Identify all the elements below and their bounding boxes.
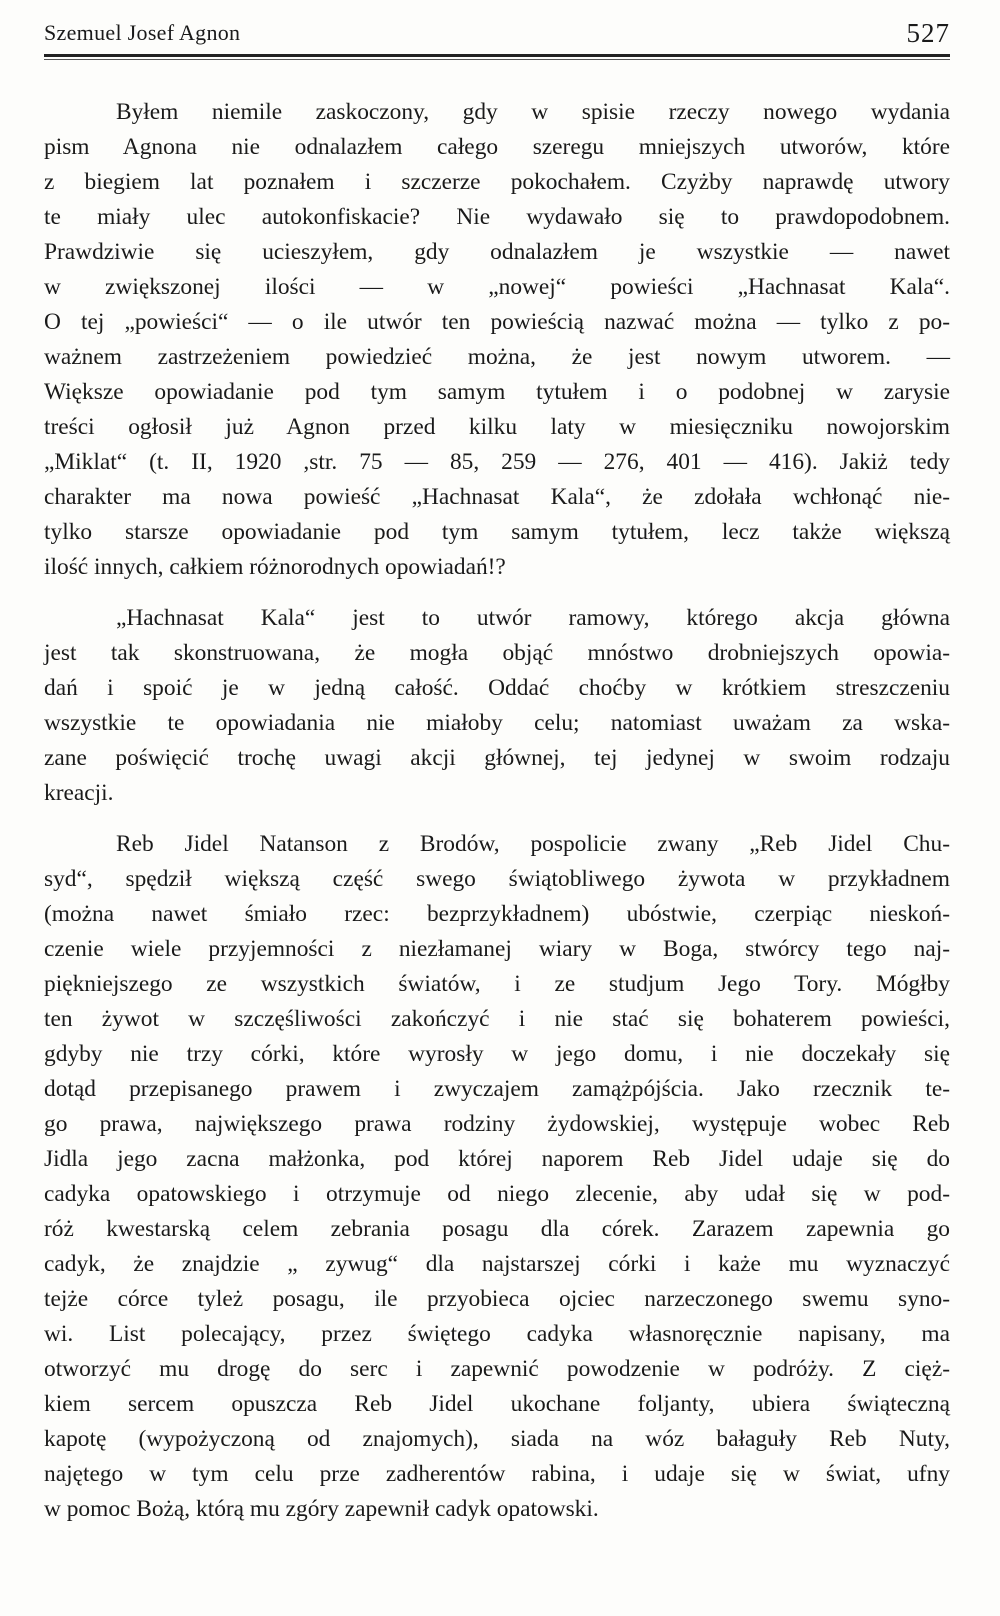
text-line: ważnem zastrzeżeniem powiedzieć można, że jest nowym utworem. — <box>44 344 950 370</box>
paragraph-gap <box>44 811 950 827</box>
text-line: tejże córce tyleż posagu, ile przyobieca ojciec narzeczonego swemu syno- <box>44 1286 950 1312</box>
text-line: wszystkie te opowiadania nie miałoby celu; natomiast uważam za wska- <box>44 710 950 736</box>
page-number: 527 <box>906 18 950 48</box>
text-line: Jidla jego zacna małżonka, pod której naporem Reb Jidel udaje się do <box>44 1146 950 1172</box>
text-line: charakter ma nowa powieść „Hachnasat Kala“, że zdołała wchłonąć nie- <box>44 484 950 510</box>
text-line: kreacji. <box>44 780 114 806</box>
running-header <box>44 18 950 48</box>
text-line: syd“, spędził większą część swego świątobliwego żywota w przykładnem <box>44 866 950 892</box>
paragraph-gap <box>44 585 950 601</box>
header-rule <box>44 54 950 60</box>
text-line: Większe opowiadanie pod tym samym tytułem i o podobnej w zarysie <box>44 379 950 405</box>
text-line: go prawa, największego prawa rodziny żydowskiej, występuje wobec Reb <box>44 1111 950 1137</box>
text-line: Reb Jidel Natanson z Brodów, pospolicie zwany „Reb Jidel Chu- <box>116 831 950 857</box>
text-line: jest tak skonstruowana, że mogła objąć mnóstwo drobniejszych opowia- <box>44 640 950 666</box>
text-line: te miały ulec autokonfiskacie? Nie wydawało się to prawdopodobnem. <box>44 204 950 230</box>
text-line: róż kwestarską celem zebrania posagu dla córek. Zarazem zapewnia go <box>44 1216 950 1242</box>
text-line: tylko starsze opowiadanie pod tym samym tytułem, lecz także większą <box>44 519 950 545</box>
text-line: otworzyć mu drogę do serc i zapewnić powodzenie w podróży. Z cięż- <box>44 1356 950 1382</box>
text-line: dotąd przepisanego prawem i zwyczajem zamążpójścia. Jako rzecznik te- <box>44 1076 950 1102</box>
text-line: ten żywot w szczęśliwości zakończyć i nie stać się bohaterem powieści, <box>44 1006 950 1032</box>
text-line: „Hachnasat Kala“ jest to utwór ramowy, którego akcja główna <box>116 605 950 631</box>
text-line: cadyka opatowskiego i otrzymuje od niego zlecenie, aby udał się w pod- <box>44 1181 950 1207</box>
text-line: Byłem niemile zaskoczony, gdy w spisie rzeczy nowego wydania <box>116 99 950 125</box>
text-line: gdyby nie trzy córki, które wyrosły w jego domu, i nie doczekały się <box>44 1041 950 1067</box>
paragraph-3 <box>44 827 950 1527</box>
text-line: cadyk, że znajdzie „ zywug“ dla najstarszej córki i każe mu wyznaczyć <box>44 1251 950 1277</box>
text-line: w pomoc Bożą, którą mu zgóry zapewnił cadyk opatowski. <box>44 1496 599 1522</box>
text-line: (można nawet śmiało rzec: bezprzykładnem) ubóstwie, czerpiąc nieskoń- <box>44 901 950 927</box>
paragraph-1 <box>44 95 950 585</box>
body-text <box>44 95 950 1527</box>
text-line: kiem sercem opuszcza Reb Jidel ukochane foljanty, ubiera świąteczną <box>44 1391 950 1417</box>
text-line: kapotę (wypożyczoną od znajomych), siada na wóz bałaguły Reb Nuty, <box>44 1426 950 1452</box>
text-line: treści ogłosił już Agnon przed kilku laty w miesięczniku nowojorskim <box>44 414 950 440</box>
text-line: O tej „powieści“ — o ile utwór ten powieścią nazwać można — tylko z po- <box>44 309 950 335</box>
text-line: w zwiększonej ilości — w „nowej“ powieści „Hachnasat Kala“. <box>44 274 950 300</box>
header-author: Szemuel Josef Agnon <box>44 20 241 45</box>
text-line: wi. List polecający, przez świętego cadyka własnoręcznie napisany, ma <box>44 1321 950 1347</box>
text-line: czenie wiele przyjemności z niezłamanej wiary w Boga, stwórcy tego naj- <box>44 936 950 962</box>
text-line: ilość innych, całkiem różnorodnych opowiadań!? <box>44 554 506 580</box>
text-line: piękniejszego ze wszystkich światów, i ze studjum Jego Tory. Mógłby <box>44 971 950 997</box>
text-line: „Miklat“ (t. II, 1920 ,str. 75 — 85, 259 — 276, 401 — 416). Jakiż tedy <box>44 449 950 475</box>
text-line: z biegiem lat poznałem i szczerze pokochałem. Czyżby naprawdę utwory <box>44 169 950 195</box>
text-line: pism Agnona nie odnalazłem całego szeregu mniejszych utworów, które <box>44 134 950 160</box>
paragraph-2 <box>44 601 950 811</box>
text-line: Prawdziwie się ucieszyłem, gdy odnalazłem je wszystkie — nawet <box>44 239 950 265</box>
text-line: zane poświęcić trochę uwagi akcji głównej, tej jedynej w swoim rodzaju <box>44 745 950 771</box>
text-line: dań i spoić je w jedną całość. Oddać choćby w krótkiem streszczeniu <box>44 675 950 701</box>
text-line: najętego w tym celu prze zadherentów rabina, i udaje się w świat, ufny <box>44 1461 950 1487</box>
